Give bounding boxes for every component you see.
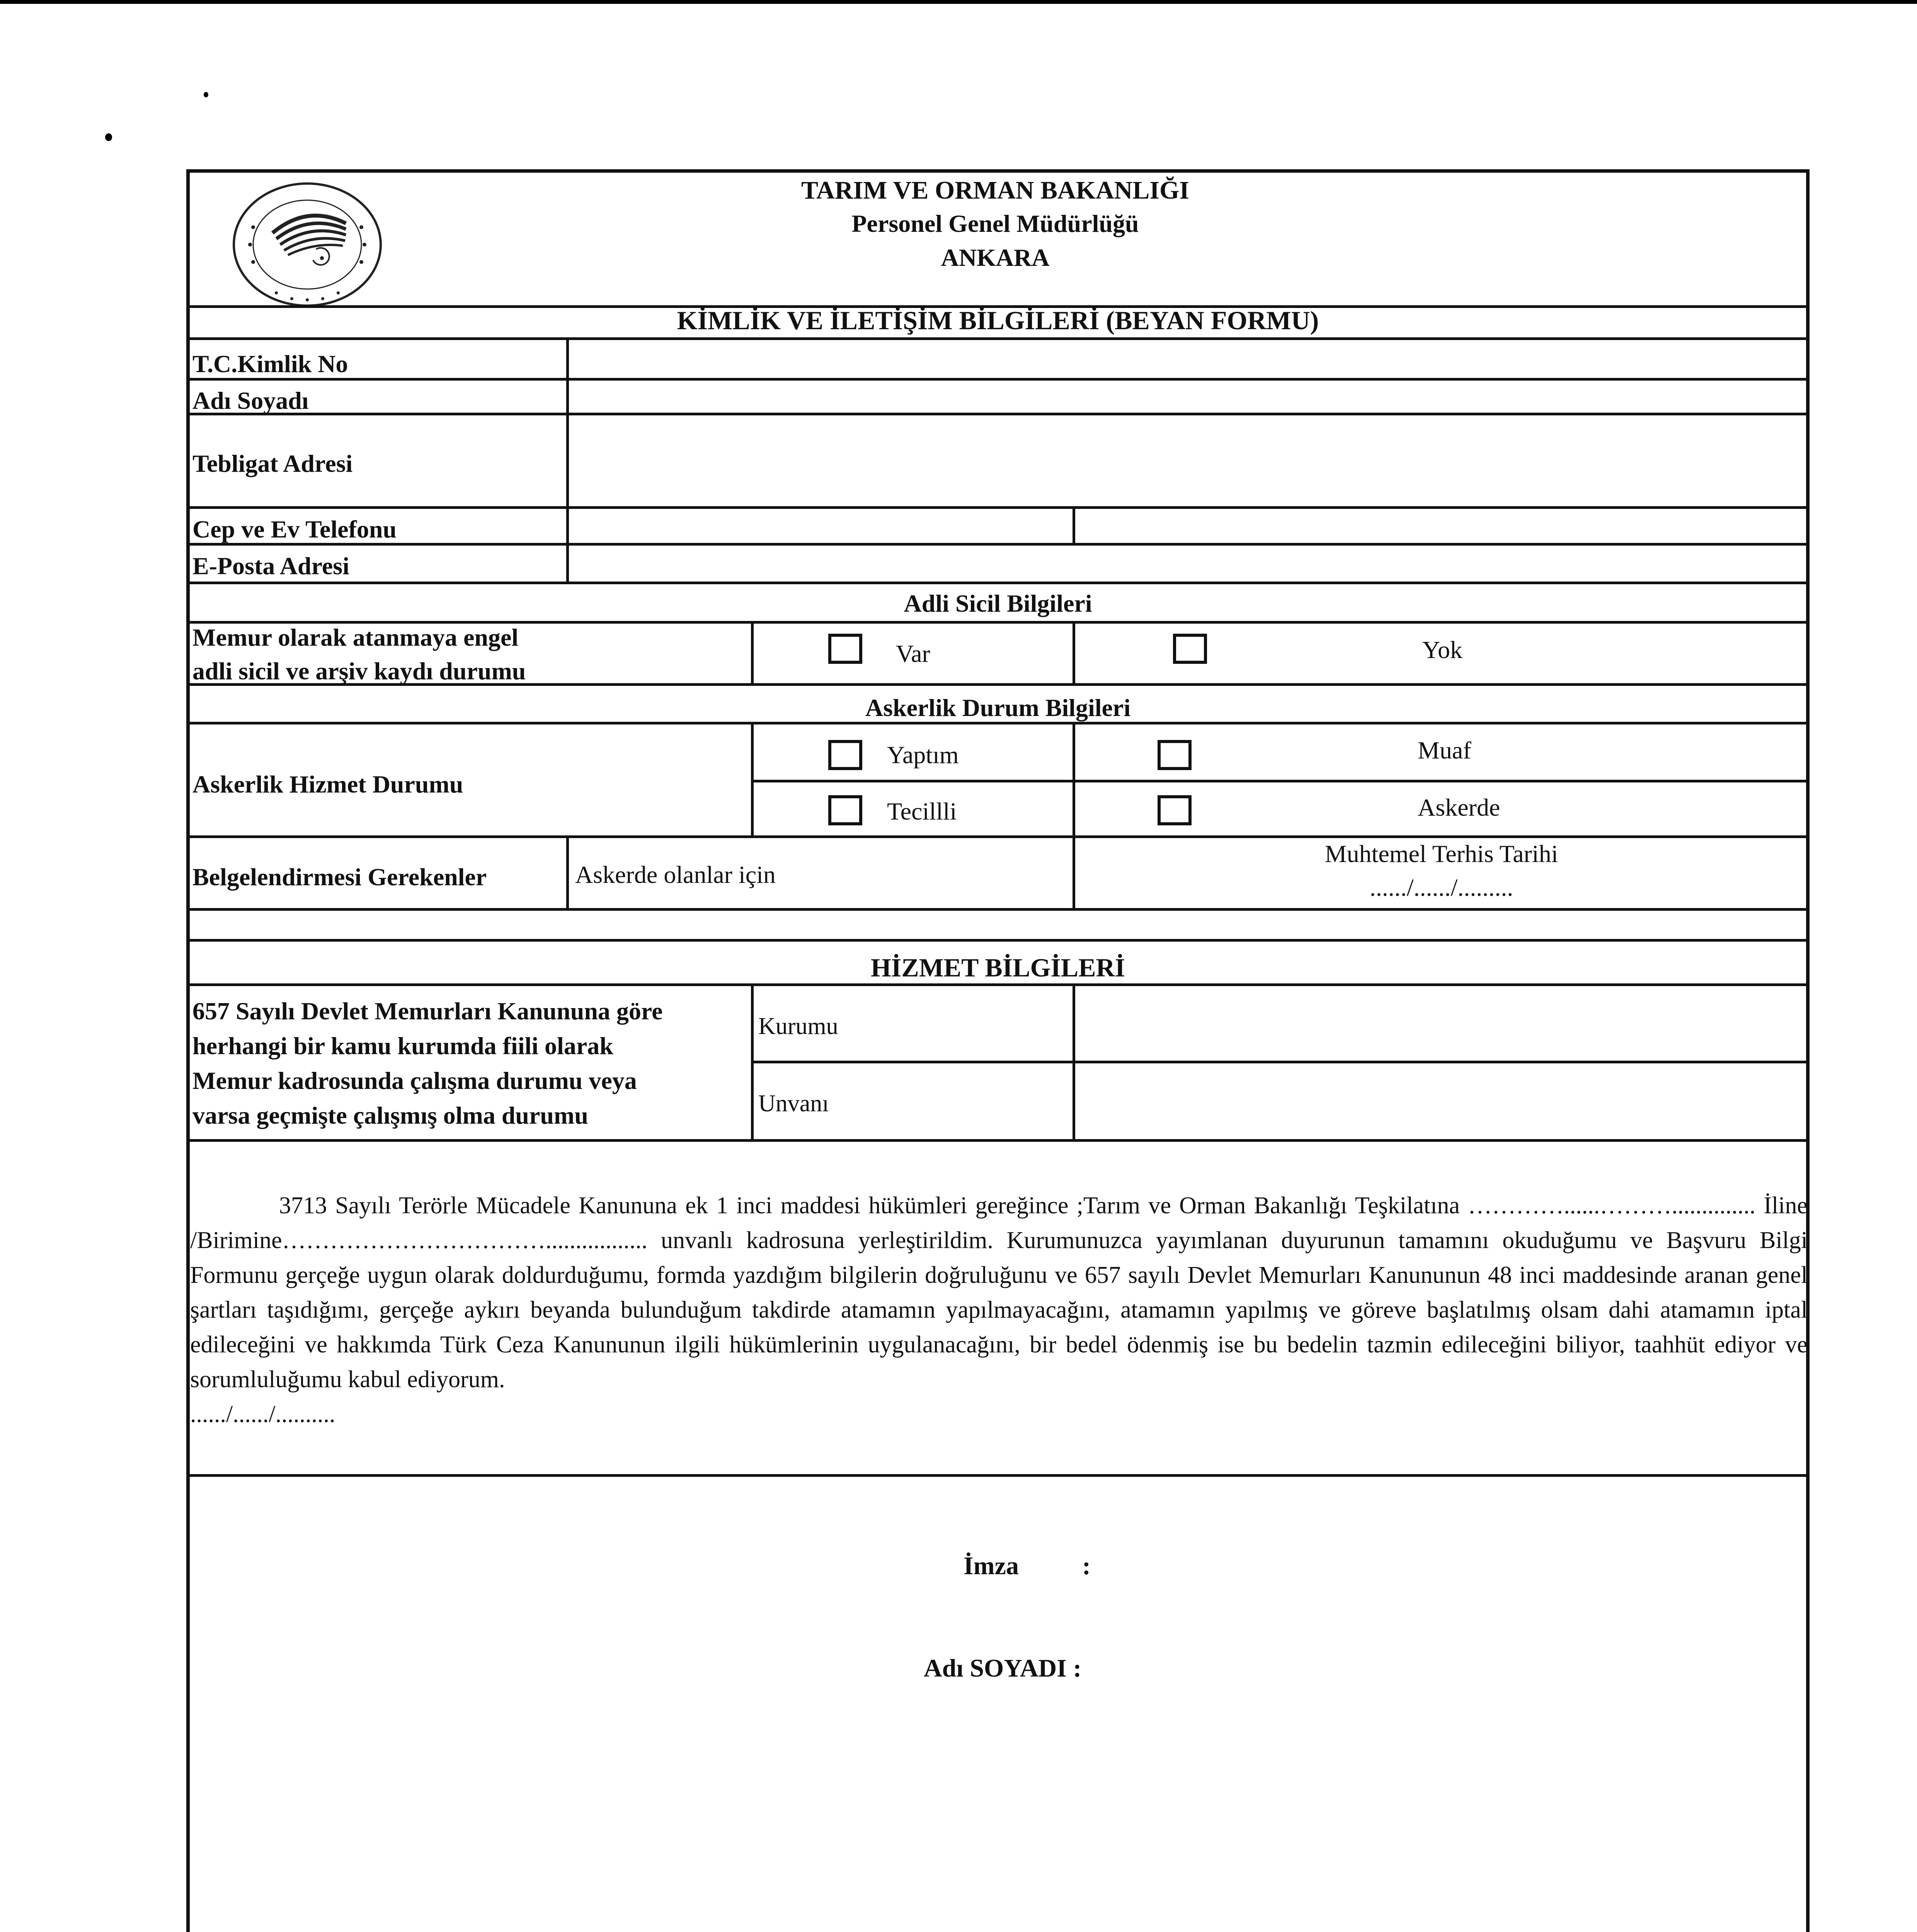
divider [186,582,1810,584]
divider [186,835,1810,838]
form-title: KİMLİK VE İLETİŞİM BİLGİLERİ (BEYAN FORMU) [677,306,1319,335]
divider [186,413,1810,415]
divider [566,337,569,583]
service-question: Memur kadrosunda çalışma durumu veya [192,1067,637,1094]
email-label: E-Posta Adresi [192,552,349,580]
divider [186,378,1810,381]
military-exempt-label: Muaf [1418,736,1471,764]
discharge-date-field[interactable]: ....../....../......... [1369,874,1514,901]
divider [1073,722,1075,908]
institution-label: Kurumu [758,1013,838,1039]
military-serving-label: Askerde [1418,794,1500,821]
divider [186,983,1810,986]
signature-field[interactable] [1102,1546,1449,1584]
divider [751,722,754,835]
divider [1073,506,1075,543]
military-deferred-checkbox[interactable] [828,795,862,825]
divider [186,908,1810,911]
service-question: herhangi bir kamu kurumda fiili olarak [192,1032,613,1060]
name-field[interactable] [569,381,1808,412]
ministry-name: TARIM VE ORMAN BAKANLIĞI [801,176,1190,204]
address-field[interactable] [569,415,1808,504]
divider [186,1474,1810,1477]
signature-colon: : [1082,1552,1091,1580]
divider [751,983,754,1139]
declaration-block [190,1188,1808,1432]
home-phone-field[interactable] [1075,509,1808,542]
divider [1073,983,1075,1139]
military-exempt-checkbox[interactable] [1158,740,1192,770]
divider [186,543,1810,546]
signature-label: İmza [964,1552,1019,1580]
military-done-checkbox[interactable] [828,740,862,770]
service-question: 657 Sayılı Devlet Memurları Kanununa göre [192,997,663,1025]
criminal-record-no-label: Yok [1422,636,1462,663]
name-label: Adı Soyadı [192,387,309,414]
address-label: Tebligat Adresi [192,450,353,477]
scan-speck [105,133,112,141]
divider [751,621,754,683]
tc-field[interactable] [569,340,1808,377]
criminal-record-question: adli sicil ve arşiv kaydı durumu [192,657,526,685]
service-section-title: HİZMET BİLGİLERİ [870,953,1125,982]
divider [1073,621,1075,683]
job-title-field[interactable] [1075,1063,1808,1138]
mobile-phone-field[interactable] [569,509,1071,542]
divider [186,621,1810,624]
phone-label: Cep ve Ev Telefonu [192,515,397,543]
institution-field[interactable] [1075,986,1808,1060]
divider [751,1061,1810,1063]
military-serving-checkbox[interactable] [1158,795,1192,825]
scan-speck [204,92,208,97]
signer-name-field[interactable] [1102,1648,1449,1687]
for-serving-label: Askerde olanlar için [575,861,776,888]
divider [186,939,1810,942]
criminal-record-section-title: Adli Sicil Bilgileri [904,590,1092,617]
declaration-text: 3713 Sayılı Terörle Mücadele Kanununa ek 1 inci maddesi hükümleri gereğince ;Tarım ve Orman Bakanlığı Teşkilatına …………......……….............. İline /Birimine……………………………................. unvanlı kadrosuna yerleştirildim. Kurumunuzca yayımlanan duyurunun tamamını okuduğumu ve Başvuru Bilgi Formunu gerçeğe uygun olarak doldurduğumu, formda yazdığım bilgilerin doğruluğunu ve 657 sayılı Devlet Memurları Kanununun 48 inci maddesinde aranan genel şartları taşıdığımı, gerçeğe aykırı beyanda bulunduğum takdirde atamamın yapılmayacağını, atamamın yapılmış ve göreve başlatılmış olsam dahi atamamın iptal edileceğini ve hakkımda Türk Ceza Kanununun ilgili hükümlerinin uygulanacağını, bir bedel ödenmiş ise bu bedelin tazmin edileceğini biliyor, taahhüt ediyor ve sorumluluğumu kabul ediyorum. [190,1192,1808,1393]
divider [566,835,569,908]
documents-label: Belgelendirmesi Gerekenler [192,863,487,891]
declaration-date[interactable]: ....../....../.......... [190,1401,335,1427]
divider [186,1139,1810,1142]
divider [186,506,1810,509]
criminal-record-no-checkbox[interactable] [1173,634,1207,664]
job-title-label: Unvanı [758,1090,829,1117]
directorate-name: Personel Genel Müdürlüğü [851,210,1139,237]
military-status-label: Askerlik Hizmet Durumu [192,770,463,798]
military-section-title: Askerlik Durum Bilgileri [865,694,1131,721]
divider [751,780,1810,782]
discharge-date-label: Muhtemel Terhis Tarihi [1325,840,1558,867]
service-question: varsa geçmişte çalışmış olma durumu [192,1102,588,1129]
city-name: ANKARA [941,244,1050,271]
criminal-record-yes-checkbox[interactable] [828,634,862,664]
criminal-record-question: Memur olarak atanmaya engel [192,624,519,651]
military-done-label: Yaptım [887,741,959,769]
tc-label: T.C.Kimlik No [192,350,348,378]
divider [186,337,1810,340]
criminal-record-yes-label: Var [896,640,930,667]
email-field[interactable] [569,546,1808,580]
divider [186,722,1810,724]
scan-top-border [0,0,1917,4]
military-deferred-label: Tecillli [887,798,957,825]
signer-name-label: Adı SOYADI : [924,1654,1082,1682]
